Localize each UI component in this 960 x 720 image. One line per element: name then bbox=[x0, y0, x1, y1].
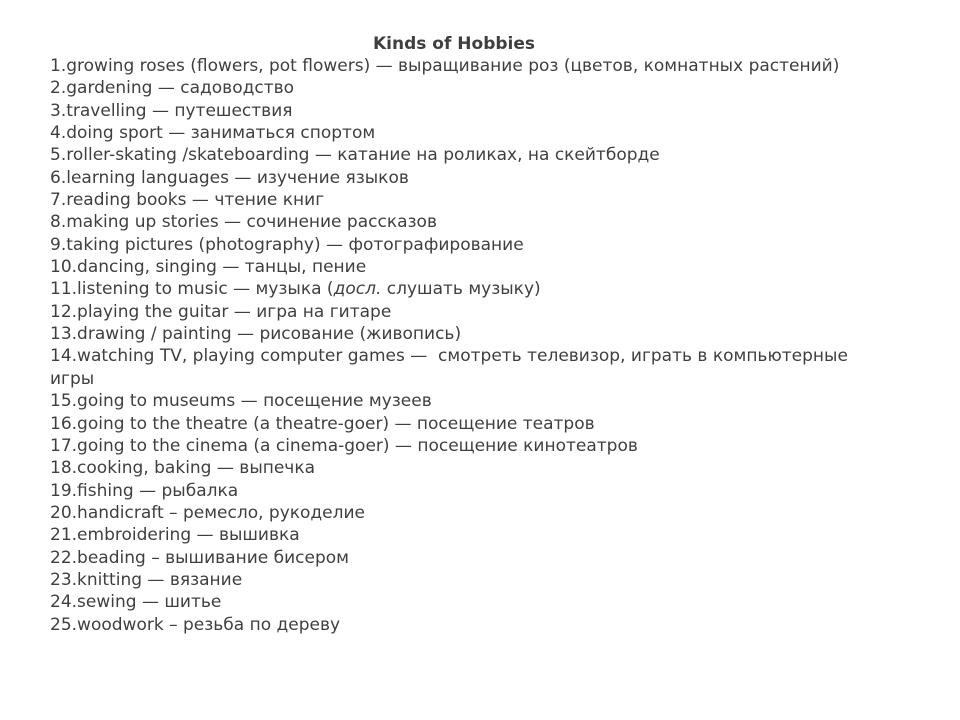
item-number: 25. bbox=[50, 614, 78, 635]
item-ru: рисование (живопись) bbox=[259, 324, 462, 345]
list-item bbox=[50, 144, 850, 166]
list-item bbox=[50, 591, 850, 613]
document-page bbox=[50, 33, 854, 636]
list-item bbox=[50, 211, 850, 233]
item-number: 24. bbox=[50, 592, 78, 613]
item-number: 5. bbox=[50, 145, 67, 166]
item-ru: фотографирование bbox=[348, 234, 524, 255]
item-sep: – bbox=[163, 614, 183, 635]
item-number: 12. bbox=[50, 301, 78, 322]
list-item bbox=[50, 77, 850, 99]
item-number: 11. bbox=[50, 279, 78, 300]
item-ru: вышивка bbox=[218, 525, 300, 546]
item-en: handicraft bbox=[77, 502, 164, 523]
item-ru: сочинение рассказов bbox=[246, 212, 437, 233]
item-ru: заниматься спортом bbox=[190, 123, 376, 144]
list-item bbox=[50, 234, 850, 256]
item-sep: — bbox=[136, 592, 165, 613]
item-ru: путешествия bbox=[174, 100, 293, 121]
item-en: sewing bbox=[77, 592, 137, 613]
item-sep: — bbox=[389, 435, 418, 456]
item-ru: резьба по дереву bbox=[183, 614, 341, 635]
item-sep: – bbox=[145, 547, 166, 568]
item-en: doing sport bbox=[66, 123, 163, 144]
list-item bbox=[50, 502, 850, 524]
item-sep: — bbox=[146, 100, 175, 121]
item-en: knitting bbox=[77, 569, 143, 590]
item-en: listening to music bbox=[77, 279, 228, 300]
list-item bbox=[50, 569, 850, 591]
item-number: 19. bbox=[50, 480, 78, 501]
item-sep: — bbox=[228, 301, 257, 322]
item-en: embroidering bbox=[77, 525, 192, 546]
item-sep: — bbox=[389, 413, 417, 434]
item-ru: выращивание роз (цветов, комнатных растений) bbox=[398, 56, 840, 76]
list-item bbox=[50, 189, 850, 211]
item-sep: — bbox=[235, 391, 264, 412]
item-ru: музыка ( bbox=[255, 279, 334, 300]
item-en: roller-skating /skateboarding bbox=[66, 145, 310, 166]
list-item bbox=[50, 435, 850, 457]
item-sep: — bbox=[191, 525, 219, 546]
item-number: 16. bbox=[50, 413, 78, 434]
item-en: cooking, baking bbox=[77, 458, 212, 479]
item-ru: вязание bbox=[169, 569, 243, 590]
item-ru-italic: досл. bbox=[333, 279, 382, 300]
list-item bbox=[50, 345, 854, 390]
hobby-list bbox=[50, 55, 854, 636]
item-number: 8. bbox=[50, 212, 67, 233]
item-number: 10. bbox=[50, 257, 78, 278]
item-en: drawing / painting bbox=[77, 324, 232, 345]
item-en: reading books bbox=[66, 190, 187, 211]
item-ru: игра на гитаре bbox=[256, 301, 392, 322]
item-en: learning languages bbox=[66, 167, 229, 188]
item-sep: — bbox=[216, 257, 245, 278]
item-en: dancing, singing bbox=[77, 257, 217, 278]
item-sep: — bbox=[133, 480, 162, 501]
item-number: 18. bbox=[50, 458, 78, 479]
item-ru: шитье bbox=[164, 592, 222, 613]
page-title: Kinds of Hobbies bbox=[372, 34, 536, 54]
item-sep: — bbox=[231, 324, 260, 345]
list-item bbox=[50, 301, 850, 323]
item-en: going to the cinema (a cinema-goer) bbox=[77, 435, 390, 456]
item-ru: чтение книг bbox=[214, 190, 325, 211]
item-number: 20. bbox=[50, 502, 78, 523]
item-sep: — bbox=[152, 78, 181, 99]
item-ru-after: слушать музыку) bbox=[381, 279, 541, 300]
item-ru: посещение театров bbox=[416, 413, 595, 434]
item-number: 21. bbox=[50, 525, 78, 546]
item-en: taking pictures (photography) bbox=[66, 234, 321, 255]
list-item bbox=[50, 524, 850, 546]
list-item bbox=[50, 167, 850, 189]
item-sep: — bbox=[309, 145, 338, 166]
item-sep: — bbox=[370, 56, 399, 76]
list-item bbox=[50, 100, 850, 122]
item-en: making up stories bbox=[66, 212, 219, 233]
item-en: beading bbox=[77, 547, 146, 568]
item-number: 4. bbox=[50, 123, 67, 144]
item-ru: катание на роликах, на скейтборде bbox=[337, 145, 660, 166]
item-ru: посещение музеев bbox=[263, 391, 432, 412]
item-ru: посещение кинотеатров bbox=[417, 435, 638, 456]
item-ru: выпечка bbox=[239, 458, 316, 479]
item-number: 1. bbox=[50, 56, 67, 76]
item-ru: изучение языков bbox=[256, 167, 409, 188]
item-sep: — bbox=[162, 123, 191, 144]
item-sep: — bbox=[229, 167, 257, 188]
item-ru: рыбалка bbox=[161, 480, 239, 501]
item-number: 6. bbox=[50, 167, 67, 188]
item-en: fishing bbox=[77, 480, 134, 501]
item-en: going to the theatre (a theatre-goer) bbox=[77, 413, 390, 434]
list-item bbox=[50, 55, 850, 77]
item-sep: — bbox=[142, 569, 170, 590]
item-ru: вышивание бисером bbox=[165, 547, 349, 568]
item-en: playing the guitar bbox=[77, 301, 229, 322]
item-number: 17. bbox=[50, 435, 78, 456]
item-en: gardening bbox=[66, 78, 153, 99]
item-ru: смотреть телевизор, играть в компьютерные игры bbox=[50, 346, 854, 389]
item-ru: танцы, пение bbox=[244, 257, 367, 278]
item-en: going to museums bbox=[77, 391, 236, 412]
item-en: woodwork bbox=[77, 614, 164, 635]
item-sep: — bbox=[404, 346, 439, 367]
list-item bbox=[50, 457, 850, 479]
item-number: 23. bbox=[50, 569, 78, 590]
item-ru: садоводство bbox=[180, 78, 295, 99]
list-item bbox=[50, 256, 850, 278]
item-number: 14. bbox=[50, 346, 78, 367]
item-sep: — bbox=[320, 234, 349, 255]
list-item bbox=[50, 614, 850, 636]
item-number: 3. bbox=[50, 100, 67, 121]
list-item bbox=[50, 122, 850, 144]
item-sep: — bbox=[227, 279, 256, 300]
list-item bbox=[50, 278, 850, 300]
item-number: 22. bbox=[50, 547, 78, 568]
list-item bbox=[50, 390, 850, 412]
item-number: 7. bbox=[50, 190, 67, 211]
item-number: 9. bbox=[50, 234, 67, 255]
list-item bbox=[50, 547, 850, 569]
list-item bbox=[50, 323, 850, 345]
item-sep: — bbox=[211, 458, 240, 479]
item-sep: — bbox=[218, 212, 247, 233]
item-sep: — bbox=[186, 190, 215, 211]
item-en: travelling bbox=[66, 100, 147, 121]
item-en: watching TV, playing computer games bbox=[77, 346, 405, 367]
item-number: 2. bbox=[50, 78, 67, 99]
item-number: 13. bbox=[50, 324, 78, 345]
list-item bbox=[50, 413, 850, 435]
item-number: 15. bbox=[50, 391, 78, 412]
list-item bbox=[50, 480, 850, 502]
item-sep: – bbox=[163, 502, 183, 523]
item-ru: ремесло, рукоделие bbox=[182, 502, 366, 523]
item-en: growing roses (flowers, pot flowers) bbox=[66, 56, 371, 76]
